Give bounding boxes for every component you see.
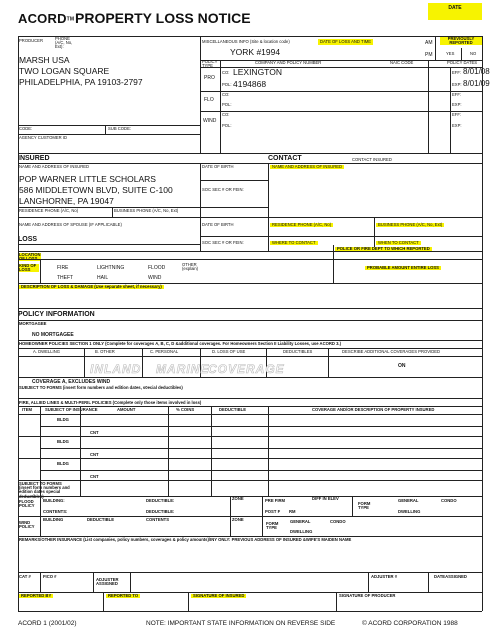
remarks-label: REMARKS/OTHER INSURANCE (List companies, policy numbers, coverages & policy amounts)/INY ONLY: PREVIOUS ADDRESS OF INSURED &WIFE'S MAIDEN NAME	[19, 537, 352, 542]
subject-to-forms-label: SUBJECT TO FORMS (insert form numbers and edition dates, s0ecial deductibles)	[19, 385, 183, 390]
adjuster-number-label: ADJUSTER #	[371, 574, 398, 579]
policy-type-wind: WIND	[203, 118, 217, 124]
producer-phone-label: PHONE (A/C, No, Ext):	[55, 36, 73, 50]
acord-logo-text: ACORD	[18, 11, 67, 26]
bldg-2: BLDG	[57, 439, 69, 444]
policy-number-pro: 4194868	[233, 79, 267, 89]
insured-name-label: NAME AND ADDRESS OF INSURED	[19, 164, 90, 169]
insured-name: POP WARNER LITTLE SCHOLARS	[19, 174, 156, 184]
adjuster-assigned-label: ADJUSTER ASSIGNED	[96, 577, 119, 587]
policy-type-flo: FLO	[204, 97, 214, 103]
wind-deductible-label: DEDUCTIBLE	[87, 517, 114, 522]
res-phone-label: RESIDENCE PHONE (A/C, No)	[19, 208, 79, 213]
wind-form-type: FORM TYPE	[266, 521, 279, 531]
loss-other[interactable]: OTHER (explain)	[182, 262, 199, 272]
mortgagee-label: MORTGAGEE	[19, 321, 47, 326]
producer-label: PRODUCER	[19, 38, 43, 43]
signature-insured-label: SIGNATURE OF INSURED	[193, 593, 245, 598]
loss-lightning[interactable]: LIGHTNING	[97, 265, 125, 271]
fire-col-coins: % COINS	[176, 407, 195, 412]
on-label: ON	[398, 363, 406, 369]
policy-type-pro: PRO	[204, 75, 215, 81]
date-of-loss-label: DATE OF LOSS AND TIME	[320, 39, 372, 44]
loss-section-title: LOSS	[18, 236, 38, 243]
flood-general[interactable]: GENERAL	[398, 498, 419, 503]
policy-dates-label: POLICY DATES	[447, 60, 478, 65]
wind-building-label: BUILDING	[43, 517, 64, 522]
coverage-a-label: COVERAGE A, EXCLUDES WIND	[32, 379, 111, 385]
ssn-label: SOC SEC # OR FEIN:	[202, 187, 244, 192]
loss-fire[interactable]: FIRE	[57, 265, 69, 271]
contact-insured-label[interactable]: CONTACT INSURED	[352, 157, 392, 162]
flood-policy-label: FLOOD POLICY	[19, 499, 35, 509]
col-dwelling: A. DWELLING	[33, 349, 60, 354]
producer-address2: PHILADELPHIA, PA 19103-2797	[19, 77, 143, 87]
flood-building-label: BUILDING:	[43, 498, 65, 503]
flood-zone-label: ZONE	[232, 496, 244, 501]
police-fire-label: POLICE OR FIRE DEPT TO WHICH REPORTED	[337, 246, 430, 251]
producer-address1: TWO LOGAN SQUARE	[19, 66, 110, 76]
form-number: ACORD 1 (2001/02)	[18, 620, 77, 627]
policy-info-title: POLICY INFORMATION	[18, 311, 95, 318]
location-of-loss-label: LOCATION OF LOSS	[19, 252, 41, 262]
fire-lines-label: FIRE, ALLIED LINES & MULTI-PERIL POLICIES (Complete only those items involved in loss)	[19, 400, 202, 405]
probable-amount-label: PROBABLE AMOUNT ENTIRE LOSS	[367, 265, 439, 270]
no-mortgagee[interactable]: NO MORTGAGEE	[32, 332, 74, 338]
misc-info-label: MISCELLANEOUS INFO (Site & location code)	[202, 39, 290, 44]
diff-elev-label: DIFF IN ELEV	[312, 496, 339, 501]
exp-label-wind: EXP:	[452, 123, 462, 128]
date-assigned-label: DATEASSIGNED	[434, 574, 467, 579]
ghost-marine: MARINE	[156, 362, 210, 376]
eff-label-wind: EFF:	[452, 112, 462, 117]
insured-address2: LANGHORNE, PA 19047	[19, 196, 114, 206]
cat-label: CAT #	[19, 574, 31, 579]
agency-customer-id-label: AGENCY CUSTOMER ID	[19, 135, 68, 140]
pre-firm-label[interactable]: PRE FIRM	[265, 498, 286, 503]
sub-code-label: SUB CODE:	[108, 126, 132, 131]
code-label: CODE:	[19, 126, 33, 131]
exp-label: EXP:	[452, 82, 462, 87]
dob-label: DATE OF BIRTH	[202, 164, 234, 169]
col-loss-of-use: D. LOSS OF USE	[212, 349, 246, 354]
contact-section-title: CONTACT	[268, 155, 302, 162]
wind-contents-label: CONTENTS	[146, 517, 170, 522]
bus-phone-label: BUSINESS PHONE (A/C, No, Ext)	[114, 208, 179, 213]
wind-zone-label: ZONE	[232, 517, 244, 522]
insured-address1: 586 MIDDLETOWN BLVD, SUITE C-100	[19, 185, 173, 195]
bldg-3: BLDG	[57, 461, 69, 466]
company-policy-label: COMPANY AND POLICY NUMBER	[255, 60, 322, 65]
date-label: DATE	[428, 3, 482, 20]
co-label: CO:	[222, 70, 230, 75]
contact-res-phone-label: RESIDENCE PHONE (A/C, No)	[272, 222, 332, 227]
col-personal: C. PERSONAL	[150, 349, 179, 354]
pm-option[interactable]: PM	[425, 52, 433, 58]
bldg-1: BLDG	[57, 417, 69, 422]
cnt-2: CNT	[90, 452, 99, 457]
where-to-contact-label: WHERE TO CONTACT	[272, 240, 316, 245]
exp-date-pro: 8/01/09	[463, 79, 490, 88]
flood-dwelling[interactable]: DWELLING	[398, 509, 421, 514]
fire-col-deductible: DEDUCTIBLE	[219, 407, 246, 412]
wind-dwelling[interactable]: DWELLING	[290, 529, 313, 534]
acord-logo	[18, 11, 74, 26]
loss-wind[interactable]: WIND	[148, 275, 162, 281]
company-pro: LEXINGTON	[233, 67, 282, 77]
loss-flood[interactable]: FLOOD	[148, 265, 166, 271]
co-label-flo: CO:	[222, 92, 230, 97]
col-additional: DESCRIBE ADDITIONAL COVERAGES PROVIDED	[342, 349, 441, 354]
rm-label: RM	[289, 509, 296, 514]
fire-col-amount: AMOUNT	[117, 407, 136, 412]
co-label-wind: CO:	[222, 112, 230, 117]
reported-to-label: REPORTED TO	[108, 593, 139, 598]
subject-forms-note: SUBJECT TO FORMS (insert form numbers and edition dates special deductibles)	[19, 481, 70, 499]
ghost-coverage: COVERAGE	[208, 362, 285, 376]
loss-hail[interactable]: HAIL	[97, 275, 109, 281]
policy-type-label: POLICY TYPE	[202, 59, 218, 69]
form-title: PROPERTY LOSS NOTICE	[75, 10, 251, 26]
contact-bus-phone-label: BUSINESS PHONE (A/C, No, Ext)	[378, 222, 443, 227]
loss-theft[interactable]: THEFT	[57, 275, 74, 281]
reported-by-label: REPORTED BY	[21, 593, 52, 598]
wind-policy-label: WIND POLICY	[19, 520, 35, 530]
am-option[interactable]: AM	[425, 40, 433, 46]
copyright: © ACORD CORPORATION 1988	[362, 620, 458, 627]
cnt-3: CNT	[90, 474, 99, 479]
trademark: TM	[66, 16, 75, 23]
previously-reported-label: PREVIOUSLY REPORTED	[440, 37, 482, 45]
no-option[interactable]: NO	[470, 51, 477, 56]
flood-contents-label: CONTENTS:	[43, 509, 68, 514]
fico-label: FICO #	[43, 574, 57, 579]
kind-of-loss-label: KIND OF LOSS	[19, 264, 39, 272]
cnt-1: CNT	[90, 430, 99, 435]
flood-condo[interactable]: CONDO	[441, 498, 457, 503]
fire-col-description: COVERAGE AND/OR DESCRIPTION OF PROPERTY INSURED	[312, 407, 435, 412]
producer-name: MARSH USA	[19, 55, 70, 65]
insured-section-title: INSURED	[18, 155, 50, 162]
fire-col-subject: SUBJECT OF INSURANCE	[45, 407, 98, 412]
eff-label: EFF:	[452, 70, 462, 75]
when-to-contact-label: WHEN TO CONTACT	[378, 240, 419, 245]
col-other: B. OTHER	[95, 349, 115, 354]
pol-label-flo: POL:	[222, 102, 232, 107]
ssn2-label: SOC SEC # OR FEIN:	[202, 240, 244, 245]
pol-label: POL:	[222, 82, 232, 87]
wind-general[interactable]: GENERAL	[290, 519, 311, 524]
exp-label-flo: EXP:	[452, 102, 462, 107]
wind-condo[interactable]: CONDO	[330, 519, 346, 524]
homeowner-label: HOMEOWNER POLICIES SECTION 1 ONLY (Complete for coverages A, B, C, D &additional coverages. For Homeowners Section II Liability Losses, use ACORD 3.)	[19, 341, 341, 346]
eff-label-flo: EFF:	[452, 92, 462, 97]
naic-code-label: NAIC CODE	[390, 60, 414, 65]
description-label: DESCRIPTION OF LOSS & DAMAGE (Use separate sheet, if necessary)	[21, 284, 162, 289]
flood-form-type: FORM TYPE	[358, 501, 371, 511]
ghost-inland: INLAND	[90, 362, 142, 376]
contact-name-label: NAME AND ADDRESS OF INSURED	[272, 164, 343, 169]
col-deductibles: DEDUCTIBLES	[283, 349, 313, 354]
signature-producer-label: SIGNATURE OF PRODUCER	[339, 593, 396, 598]
fire-col-item: ITEM	[22, 407, 33, 412]
footer-note: NOTE: IMPORTANT STATE INFORMATION ON REVERSE SIDE	[146, 620, 336, 627]
spouse-label: NAME AND ADDRESS OF SPOUSE (IF APPLICABLE)	[19, 222, 122, 227]
pol-label-wind: POL:	[222, 123, 232, 128]
yes-option[interactable]: YES	[446, 51, 455, 56]
flood-deductible-2: DEDUCTIBLE:	[146, 509, 175, 514]
flood-deductible-1: DEDUCTIBLE:	[146, 498, 175, 503]
dob2-label: DATE OF BIRTH	[202, 222, 234, 227]
post-firm-label[interactable]: POST F	[265, 509, 281, 514]
eff-date-pro: 8/01/08	[463, 67, 490, 76]
misc-info-value: YORK #1994	[230, 47, 281, 57]
